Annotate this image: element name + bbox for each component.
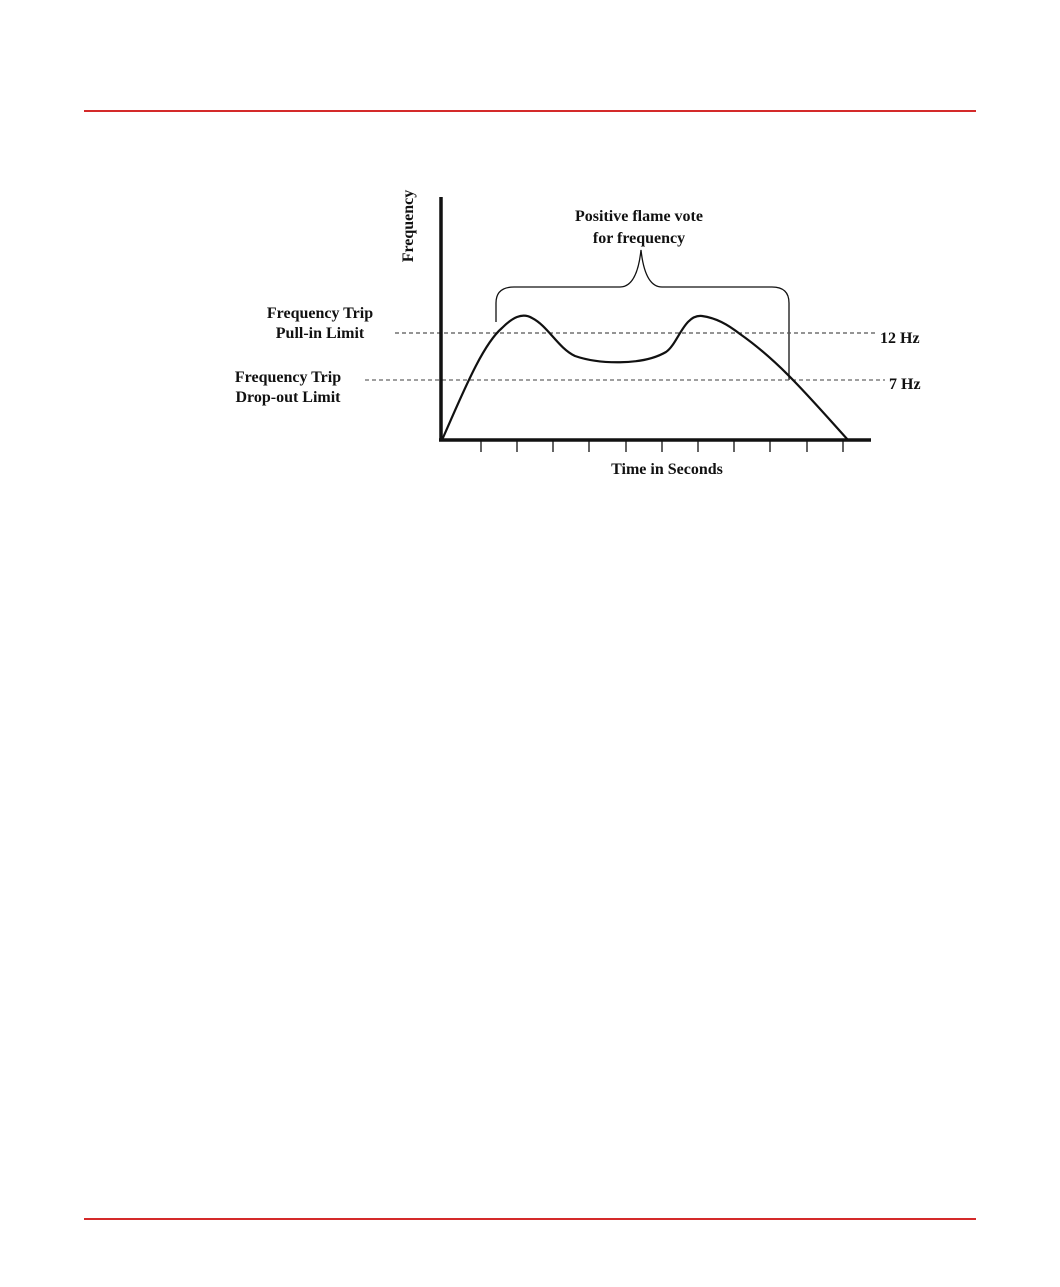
footer-rule [84,1218,976,1220]
x-axis-label: Time in Seconds [611,461,723,478]
x-axis-ticks [481,440,843,452]
y-axis-label: Frequency [400,189,417,263]
pull-in-label-line2: Pull-in Limit [275,325,365,342]
drop-out-label-line1: Frequency Trip [234,369,342,386]
drop-out-value: 7 Hz [889,376,921,393]
pull-in-label-line1: Frequency Trip [266,305,374,322]
brace-label-line2: for frequency [592,230,686,247]
frequency-figure [0,0,1060,520]
brace-label-line1: Positive flame vote [575,208,703,225]
pull-in-value: 12 Hz [880,330,920,347]
frequency-curve [442,316,848,440]
drop-out-label-line2: Drop-out Limit [235,389,341,406]
